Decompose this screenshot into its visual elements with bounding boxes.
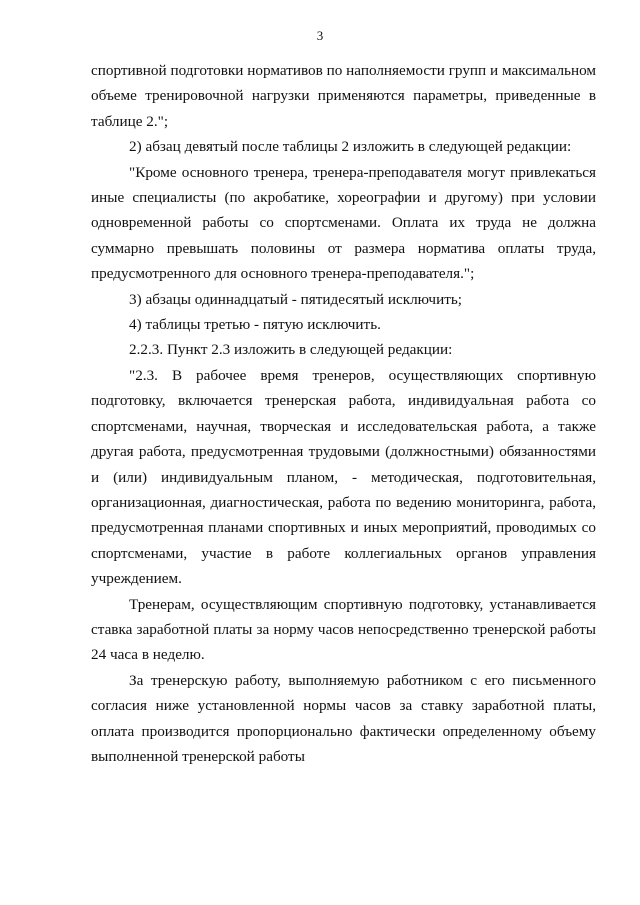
document-body <box>91 58 596 769</box>
page-number: 3 <box>316 28 324 43</box>
paragraph-clause-2-3: "2.3. В рабочее время тренеров, осуществляющих спортивную подготовку, включается тренерская работа, индивидуальная работа со спортсменами, научная, творческая и исследовательская работа, а также другая работа, предусмотренная трудовыми (должностными) обязанностями и (или) индивидуальным планом, - методическая, подготовительная, организационная, диагностическая, работа по ведению мониторинга, работа, предусмотренная планами спортивных и иных мероприятий, проводимых со спортсменами, участие в работе коллегиальных органов управления учреждением. <box>91 366 596 588</box>
paragraph-trainer-payment: За тренерскую работу, выполняемую работником с его письменного согласия ниже установленной нормы часов за ставку заработной платы, оплата производится пропорционально фактически определенному объему выполненной тренерской работы <box>91 671 596 765</box>
paragraph-clause-2-2-3: 2.2.3. Пункт 2.3 изложить в следующей редакции: <box>129 341 453 359</box>
paragraph-item-3: 3) абзацы одиннадцатый - пятидесятый исключить; <box>129 290 462 308</box>
paragraph-quoted-text: "Кроме основного тренера, тренера-преподавателя могут привлекаться иные специалисты (по акробатике, хореографии и другому) при условии одновременной работы со спортсменами. Оплата их труда не должна суммарно превышать половины от размера норматива оплаты труда, предусмотренного для основного тренера-преподавателя."; <box>91 163 596 283</box>
paragraph-trainer-rate: Тренерам, осуществляющим спортивную подготовку, устанавливается ставка заработной платы за норму часов непосредственно тренерской работы 24 часа в неделю. <box>91 595 596 664</box>
paragraph-continuation: спортивной подготовки нормативов по наполняемости групп и максимальном объеме тренировочной нагрузки применяются параметры, приведенные в таблице 2."; <box>91 62 596 130</box>
paragraph-item-4: 4) таблицы третью - пятую исключить. <box>129 316 381 334</box>
paragraph-item-2: 2) абзац девятый после таблицы 2 изложить в следующей редакции: <box>129 138 572 156</box>
